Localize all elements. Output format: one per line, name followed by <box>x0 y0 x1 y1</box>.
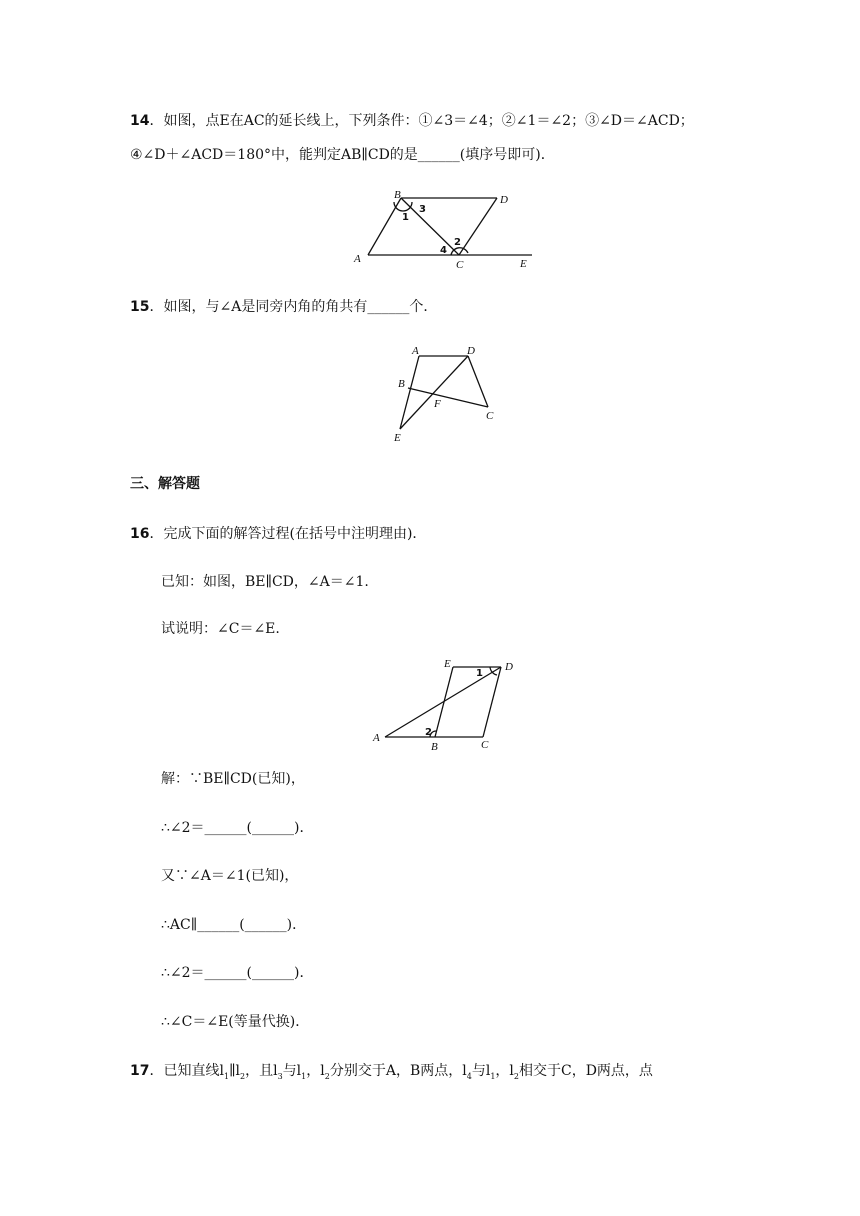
label-e: E <box>520 258 527 270</box>
q17-text-2: ∥l <box>229 1063 241 1079</box>
label-angle-4: 4 <box>440 245 447 256</box>
q16-step-1: 解：∵BE∥CD(已知)， <box>161 771 305 787</box>
section-title: 三、解答题 <box>130 476 200 492</box>
q16-text: ．完成下面的解答过程(在括号中注明理由)． <box>149 526 427 542</box>
q17-sub-6: 4 <box>466 1071 472 1081</box>
q14-figure <box>350 188 550 270</box>
label-c: C <box>486 410 494 422</box>
q16-number: 16 <box>130 526 150 542</box>
label-a: A <box>354 253 361 265</box>
q17-text-9: 相交于C，D两点，点 <box>518 1063 653 1079</box>
q17-sub-2: 2 <box>240 1071 246 1081</box>
q14-text: ．如图，点E在AC的延长线上，下列条件：①∠3＝∠4；②∠1＝∠2；③∠D＝∠ACD； <box>149 113 694 129</box>
label-e: E <box>394 432 401 444</box>
q15-text: ．如图，与∠A是同旁内角的角共有______个． <box>149 299 438 315</box>
segment-de <box>400 356 468 429</box>
segment-ad <box>385 667 501 737</box>
q17-line1 <box>130 1061 653 1081</box>
q17-sub-4: 1 <box>301 1071 307 1081</box>
label-c: C <box>456 259 464 271</box>
label-angle-2: 2 <box>425 727 432 738</box>
q17-sub-5: 2 <box>324 1071 330 1081</box>
q17-text-5: ，l <box>306 1063 325 1079</box>
label-b: B <box>394 189 401 201</box>
q17-text-8: ，l <box>495 1063 514 1079</box>
q15-line1 <box>130 297 437 317</box>
label-d: D <box>500 194 508 206</box>
q14-line2: ④∠D＋∠ACD＝180°中，能判定AB∥CD的是______(填序号即可)． <box>130 147 555 163</box>
q17-number: 17 <box>130 1063 150 1079</box>
label-angle-3: 3 <box>419 204 426 215</box>
q17-text-6: 分别交于A，B两点，l <box>329 1063 467 1079</box>
segment-ab <box>368 198 401 255</box>
q16-step-3: 又∵∠A＝∠1(已知)， <box>161 868 299 884</box>
q17-sub-8: 2 <box>513 1071 519 1081</box>
q15-number: 15 <box>130 299 150 315</box>
label-c: C <box>481 739 489 751</box>
q15-figure <box>390 345 505 445</box>
q16-given: 已知：如图，BE∥CD，∠A＝∠1. <box>161 574 369 590</box>
q17-text-3: ，且l <box>245 1063 278 1079</box>
label-a: A <box>412 345 419 357</box>
q16-step-6: ∴∠C＝∠E(等量代换)． <box>161 1014 310 1030</box>
segment-bc <box>408 388 488 407</box>
q16-prove: 试说明：∠C＝∠E. <box>161 621 280 637</box>
label-angle-1: 1 <box>476 668 483 679</box>
label-angle-2: 2 <box>454 237 461 248</box>
q14-number: 14 <box>130 113 150 129</box>
segment-dc <box>483 667 501 737</box>
label-f: F <box>434 398 441 410</box>
q17-text-1: ．已知直线l <box>149 1063 224 1079</box>
q16-line1 <box>130 524 426 544</box>
q17-text-7: 与l <box>471 1063 491 1079</box>
q14-line1 <box>130 111 694 131</box>
segment-eb <box>435 667 453 737</box>
label-b: B <box>431 741 438 753</box>
q16-step-4: ∴AC∥______(______)． <box>161 917 307 933</box>
q16-step-5: ∴∠2＝______(______)． <box>161 965 314 981</box>
q16-step-2: ∴∠2＝______(______)． <box>161 820 314 836</box>
q17-sub-7: 1 <box>490 1071 496 1081</box>
q16-figure <box>370 655 530 753</box>
q17-sub-1: 1 <box>223 1071 230 1081</box>
segment-bc <box>401 198 459 255</box>
label-d: D <box>505 661 513 673</box>
q17-text-4: 与l <box>282 1063 302 1079</box>
label-b: B <box>398 378 405 390</box>
label-angle-1: 1 <box>402 212 409 223</box>
q17-sub-3: 3 <box>277 1071 283 1081</box>
label-e: E <box>444 658 451 670</box>
segment-dc <box>459 198 497 255</box>
segment-dc <box>468 356 488 407</box>
label-d: D <box>467 345 475 357</box>
label-a: A <box>373 732 380 744</box>
